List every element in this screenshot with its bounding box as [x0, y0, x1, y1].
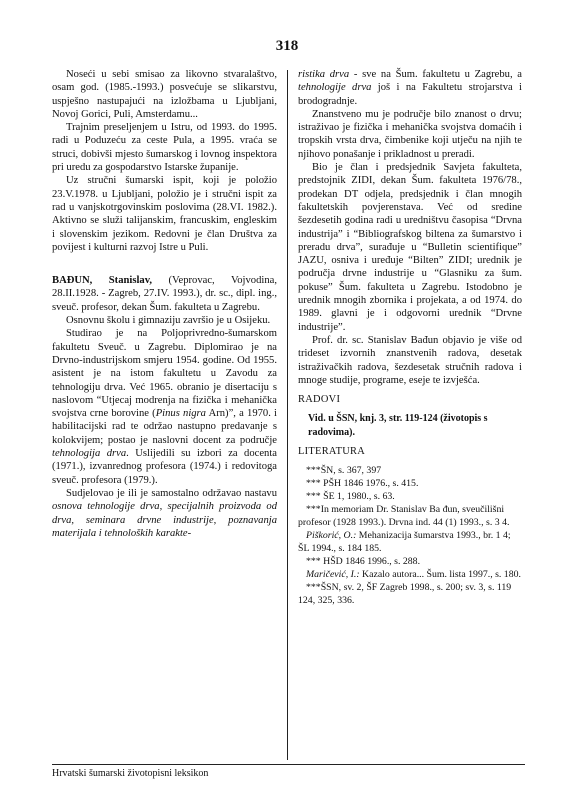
left-column: [52, 68, 277, 540]
paragraph: [298, 68, 522, 108]
literature-item: *** HŠD 1846 1996., s. 288.: [306, 556, 421, 568]
text: još i na Fakultetu strojarstva i brodogradnje.: [298, 82, 522, 107]
section-heading-radovi: RADOVI: [298, 394, 341, 406]
entry-header: [52, 274, 277, 314]
literature-list: [298, 464, 522, 607]
literature-item: ***ŠSN, sv. 2, ŠF Zagreb 1998., s. 200; sv. 3, s. 119 124, 325, 336.: [298, 582, 512, 607]
italic-text: osnova tehnologije drva, specijalnih proizvoda od drva, seminara drvne industrije, poznavanja materijala i tehnoloških karakte-: [52, 501, 277, 539]
text: - sve na Šum. fakultetu u Zagrebu, a: [349, 69, 522, 80]
paragraph: Uz stručni šumarski ispit, koji je položio 23.V.1978. u Ljubljani, položio je i stručni ispit za rad u vanjskotrgovinskim poslovima (28.VI. 1982.). Aktivno se služi talijanskim, francuskim, engleskim i slovenskim jezikom. Redovni je član Društva za povijest i kulturni razvoj Istre u Puli.: [52, 175, 277, 253]
entry-name: BAĐUN, Stanislav,: [52, 275, 153, 287]
literature-item: *** ŠE 1, 1980., s. 63.: [306, 491, 395, 503]
paragraph: Osnovnu školu i gimnaziju završio je u Osijeku.: [66, 315, 271, 327]
entry-intro: (Veprovac, Vojvodina, 28.II.1928. - Zagreb, 27.IV. 1993.), dr. sc., dipl. ing., sveuč. profesor, dekan Šum. fakulteta u Zagrebu.: [52, 275, 277, 313]
literature-item: [298, 529, 522, 555]
literature-item: ***ŠN, s. 367, 397: [306, 465, 382, 477]
paragraph: Prof. dr. sc. Stanislav Bađun objavio je više od trideset izvornih znanstvenih radova, desetak istraživačkih radova, šezdesetak stručnih radova i mnoge studije, programe, eseje te izvješća.: [298, 334, 522, 386]
paragraph: [52, 327, 277, 487]
text: . Uslijedili su izbori za docenta (1971.), izvanrednog profesora (1974.) i redovitoga sveuč. profesora (1979.).: [52, 448, 277, 486]
works-reference: Vid. u ŠSN, knj. 3, str. 119-124 (životopis s radovima).: [308, 413, 488, 438]
italic-text: tehnologija drva: [52, 448, 127, 460]
text: Arn)”, a 1970. i habilitacijski rad te održao nastupno predavanje s kolokvijem; postao je naslovni docent za područje: [52, 408, 277, 446]
literature-item: *** PŠH 1846 1976., s. 415.: [306, 478, 419, 490]
paragraph: Znanstveno mu je područje bilo znanost o drvu; istraživao je fizička i mehanička svojstva domaćih i tropskih vrsta drva, čimbenike koji utječu na njih te njihovo ponašanje i prikladnost u preradi.: [298, 108, 522, 160]
footer: Hrvatski šumarski životopisni leksikon: [52, 768, 209, 779]
italic-text: ristika drva: [298, 69, 350, 80]
author: Piškorić, O.:: [306, 530, 357, 542]
text: Mehanizacija šumarstva 1993., br. 1 4; ŠL 1994., s. 184 185.: [298, 530, 511, 555]
text: Kazalo autora... Šum. lista 1997., s. 180.: [359, 569, 521, 581]
section-heading-literatura: LITERATURA: [298, 446, 366, 458]
paragraph: Bio je član i predsjednik Savjeta fakulteta, predstojnik ZIDI, dekan Šum. fakulteta 1976/78., prodekan DT odjela, predsjednik i član mnogih fakultetskih povjerenstava. Već od sredine šezdesetih godina radi u uredništvu časopisa “Drvna industrija” i “Bibliografskog biltena za šumarstvo i preradu drva”, surađuje u “Bulletin scientifique” JAZU, osniva i uređuje “Bilten” ZIDI; urednik je područja drvne industrije u “Glasniku za šum. pokuse” Šum. fakulteta u Zagrebu. Istodobno je urednik mnogih zbornika i projekata, a od 1974. do 1989. glavni je i odgovorni urednik “Drvne industrije”.: [298, 162, 522, 333]
paragraph: [52, 487, 277, 540]
literature-item: [298, 568, 522, 581]
paragraph: Noseći u sebi smisao za likovno stvaralaštvo, osam god. (1985.-1993.) posvećuje se slikarstvu, uspješno nastupajući na izložbama u Ljubljani, Novoj Gorici, Puli, Amsterdamu...: [52, 69, 277, 120]
right-column: [298, 68, 522, 607]
page-number: 318: [275, 38, 299, 54]
text: Sudjelovao je ili je samostalno održavao nastavu: [66, 487, 277, 499]
footer-rule: [52, 764, 525, 765]
literature-item: ***In memoriam Dr. Stanislav Ba đun, sveučilišni profesor (1928 1993.). Drvna ind. 44 (1) 1993., s. 3 4.: [298, 504, 510, 529]
author: Maričević, I.:: [306, 569, 360, 581]
text: Studirao je na Poljoprivredno-šumarskom fakultetu Sveuč. u Zagrebu. Diplomirao je na Drvno-industrijskom smjeru 1954. godine. Od 1955. asistent je na istom fakultetu u Zavodu za tehnologiju drva. Već 1965. obranio je disertaciju s naslovom “Utjecaj modrenja na fizička i mehanička svojstva crne borovine (: [52, 328, 277, 420]
paragraph: Trajnim preseljenjem u Istru, od 1993. do 1995. radi u Poduzeću za ceste Pula, a 1995. vraća se struci, dobivši mjesto šumarskog i lovnog inspektora pri uredu za gospodarstvo Istarske županije.: [52, 122, 277, 174]
italic-text: tehnologije drva: [298, 82, 372, 94]
column-divider: [287, 70, 288, 760]
italic-text: Pinus nigra: [155, 408, 206, 420]
